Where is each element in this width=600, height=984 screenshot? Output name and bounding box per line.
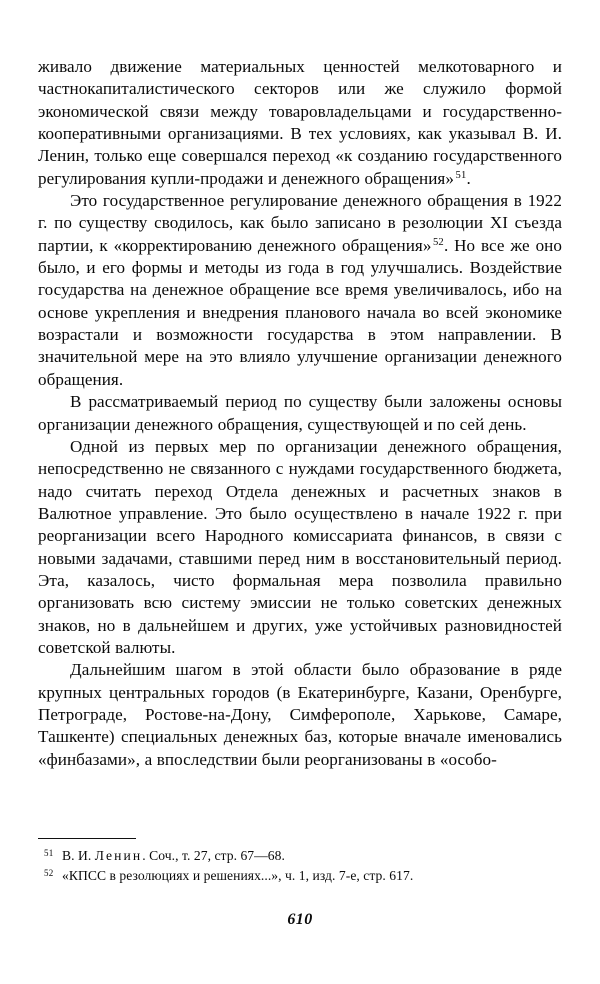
paragraph-1-text: живало движение материальных ценностей мелкотоварного и частнокапиталистического секторов или же служило формой экономической связи между товаровладельцами и государственно-кооперативными организациями. В тех условиях, как указывал В. И. Ленин, только еще совершался переход «к созданию государственного регулирования купли-продажи и денежного обращения» [38, 57, 562, 188]
footnote-separator-rule [38, 838, 136, 839]
footnote-marker-51: 51 [44, 848, 54, 858]
footnote-ref-51[interactable]: 51 [455, 170, 467, 182]
footnote-marker-52: 52 [44, 867, 54, 878]
footnote-ref-52[interactable]: 52 [432, 237, 444, 249]
footnote-item-51 [38, 846, 562, 866]
paragraph-3: В рассматриваемый период по существу были заложены основы организации денежного обращения, существующей и по сей день. [38, 392, 562, 434]
paragraph-1 [38, 56, 562, 190]
footnote-item-52 [38, 866, 562, 886]
paragraph-4: Одной из первых мер по организации денежного обращения, непосредственно не связанного с нуждами государственного бюджета, надо считать переход Отдела денежных и расчетных знаков в Валютное управление. Это было осуществлено в начале 1922 г. при реорганизации всего Народного комиссариата финансов, в связи с новыми задачами, ставшими перед ним в восстановительный период. Эта, казалось, чисто формальная мера позволила правильно организовать всю систему эмиссии не только советских денежных знаков, но в дальнейшем и других, уже устойчивых разновидностей советской валюты. [38, 436, 562, 657]
paragraph-2-tail: . Но все же оно было, и его формы и методы из года в год улучшались. Воздействие государства на денежное обращение все время увеличивалось, ибо на основе укрепления и внедрения планового начала во всей экономике возрастали и возможности государства в этом направлении. В значительной мере на это влияло улучшение организации денежного обращения. [38, 235, 562, 389]
text-column [38, 56, 562, 771]
page-number: 610 [287, 911, 313, 928]
footnote-list [38, 846, 562, 885]
footnote-51-suffix: . Соч., т. 27, стр. 67—68. [142, 848, 285, 863]
footnote-area [38, 838, 562, 885]
paragraph-2 [38, 190, 562, 391]
paragraph-1-tail: . [466, 168, 471, 188]
paragraph-2-head: Это государственное регулирование денежного обращения в 1922 г. по существу сводилось, как было записано в резолюции XI съезда партии, к «корректированию денежного обращения» [38, 191, 562, 255]
paragraph-5: Дальнейшим шагом в этой области было образование в ряде крупных центральных городов (в Екатеринбурге, Казани, Оренбурге, Петрограде, Ростове-на-Дону, Симферополе, Харькове, Самаре, Ташкенте) специальных денежных баз, которые вначале именовались «финбазами», а впоследствии были реорганизованы в «особо- [38, 660, 562, 769]
footnote-51-author: Ленин [94, 848, 143, 863]
footnote-51-prefix: В. И. [62, 848, 95, 863]
footnote-52-suffix: «КПСС в резолюциях и решениях...», ч. 1, изд. 7-е, стр. 617. [62, 867, 414, 883]
